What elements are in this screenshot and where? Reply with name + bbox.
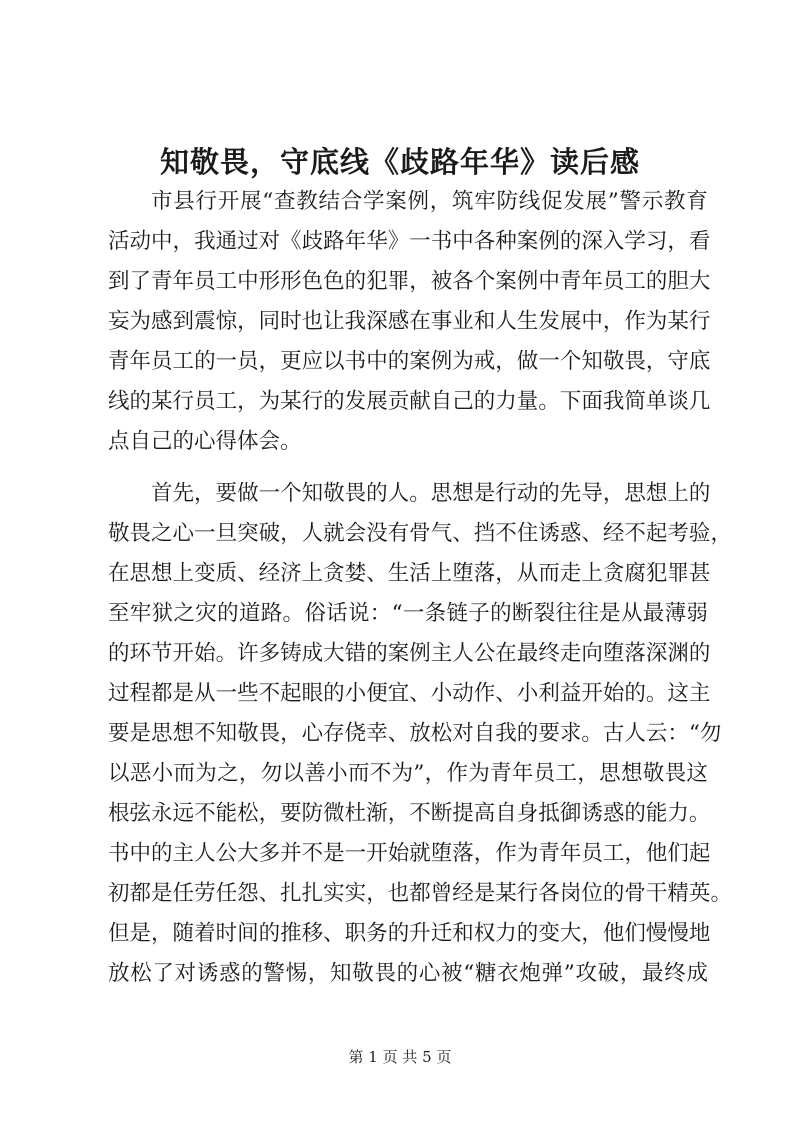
paragraph-line: 的 环 节 开 始 。 许 多 铸 成 大 错 的 案 例 主 人 公 在 最 终 走 向 堕 落 深 渊 的 <box>108 641 711 666</box>
paragraph-line: 青 年 员 工 的 一 员 ， 更 应 以 书 中 的 案 例 为 戒 ， 做 一 个 知 敬 畏 ， 守 底 <box>108 349 711 374</box>
page-footer: 第 1 页 共 5 页 <box>348 1048 452 1066</box>
paragraph-line: 放 松 了 对 诱 惑 的 警 惕 ， 知 敬 畏 的 心 被 “ 糖 衣 炮 弹 ” 攻 破 ， 最 终 成 <box>108 961 708 986</box>
paragraph-line: 至 牢 狱 之 灾 的 道 路 。 俗 话 说 ： “ 一 条 链 子 的 断 裂 往 往 是 从 最 薄 弱 <box>108 601 708 626</box>
paragraph-line: 要 是 思 想 不 知 敬 畏 ， 心 存 侥 幸 、 放 松 对 自 我 的 要 求 。 古 人 云 ： “ 勿 <box>108 721 722 746</box>
paragraph-line: 初 都 是 任 劳 任 怨 、 扎 扎 实 实 ， 也 都 曾 经 是 某 行 各 岗 位 的 骨 干 精 英 。 <box>108 881 732 906</box>
paragraph-line: 活 动 中 ， 我 通 过 对 《 歧 路 年 华 》 一 书 中 各 种 案 例 的 深 入 学 习 ， 看 <box>108 229 711 254</box>
paragraph-line: 妄 为 感 到 震 惊 ， 同 时 也 让 我 深 感 在 事 业 和 人 生 发 展 中 ， 作 为 某 行 <box>108 309 711 334</box>
paragraph-line: 在 思 想 上 变 质 、 经 济 上 贪 婪 、 生 活 上 堕 落 ， 从 而 走 上 贪 腐 犯 罪 甚 <box>108 561 711 586</box>
document-title: 知敬畏，守底线《歧路年华》读后感 <box>159 145 640 179</box>
paragraph-line: 书 中 的 主 人 公 大 多 并 不 是 一 开 始 就 堕 落 ， 作 为 青 年 员 工 ， 他 们 起 <box>108 841 711 866</box>
document-body <box>108 182 732 994</box>
paragraph-line: 线 的 某 行 员 工 ， 为 某 行 的 发 展 贡 献 自 己 的 力 量 。 下 面 我 简 单 谈 几 <box>108 389 711 414</box>
paragraph-line: 点自己的心得体会。 <box>108 429 302 454</box>
paragraph-line: 但 是 ， 随 着 时 间 的 推 移 、 职 务 的 升 迁 和 权 力 的 变 大 ， 他 们 慢 慢 地 <box>108 921 711 946</box>
paragraph-line: 到 了 青 年 员 工 中 形 形 色 色 的 犯 罪 ， 被 各 个 案 例 中 青 年 员 工 的 胆 大 <box>108 269 711 294</box>
paragraph-line: 首 先 ， 要 做 一 个 知 敬 畏 的 人 。 思 想 是 行 动 的 先 导 ， 思 想 上 的 <box>151 481 711 506</box>
paragraph-line: 市 县 行 开 展 “ 查 教 结 合 学 案 例 ， 筑 牢 防 线 促 发 展 ” 警 示 教 育 <box>151 189 708 214</box>
paragraph-line: 以 恶 小 而 为 之 ， 勿 以 善 小 而 不 为 ” ， 作 为 青 年 员 工 ， 思 想 敬 畏 这 <box>108 761 708 786</box>
paragraph-line: 根 弦 永 远 不 能 松 ， 要 防 微 杜 渐 ， 不 断 提 高 自 身 抵 御 诱 惑 的 能 力 。 <box>108 801 711 826</box>
paragraph-line: 敬 畏 之 心 一 旦 突 破 ， 人 就 会 没 有 骨 气 、 挡 不 住 诱 惑 、 经 不 起 考 验 ， <box>108 521 732 546</box>
paragraph-line: 过 程 都 是 从 一 些 不 起 眼 的 小 便 宜 、 小 动 作 、 小 利 益 开 始 的 。 这 主 <box>108 681 711 706</box>
